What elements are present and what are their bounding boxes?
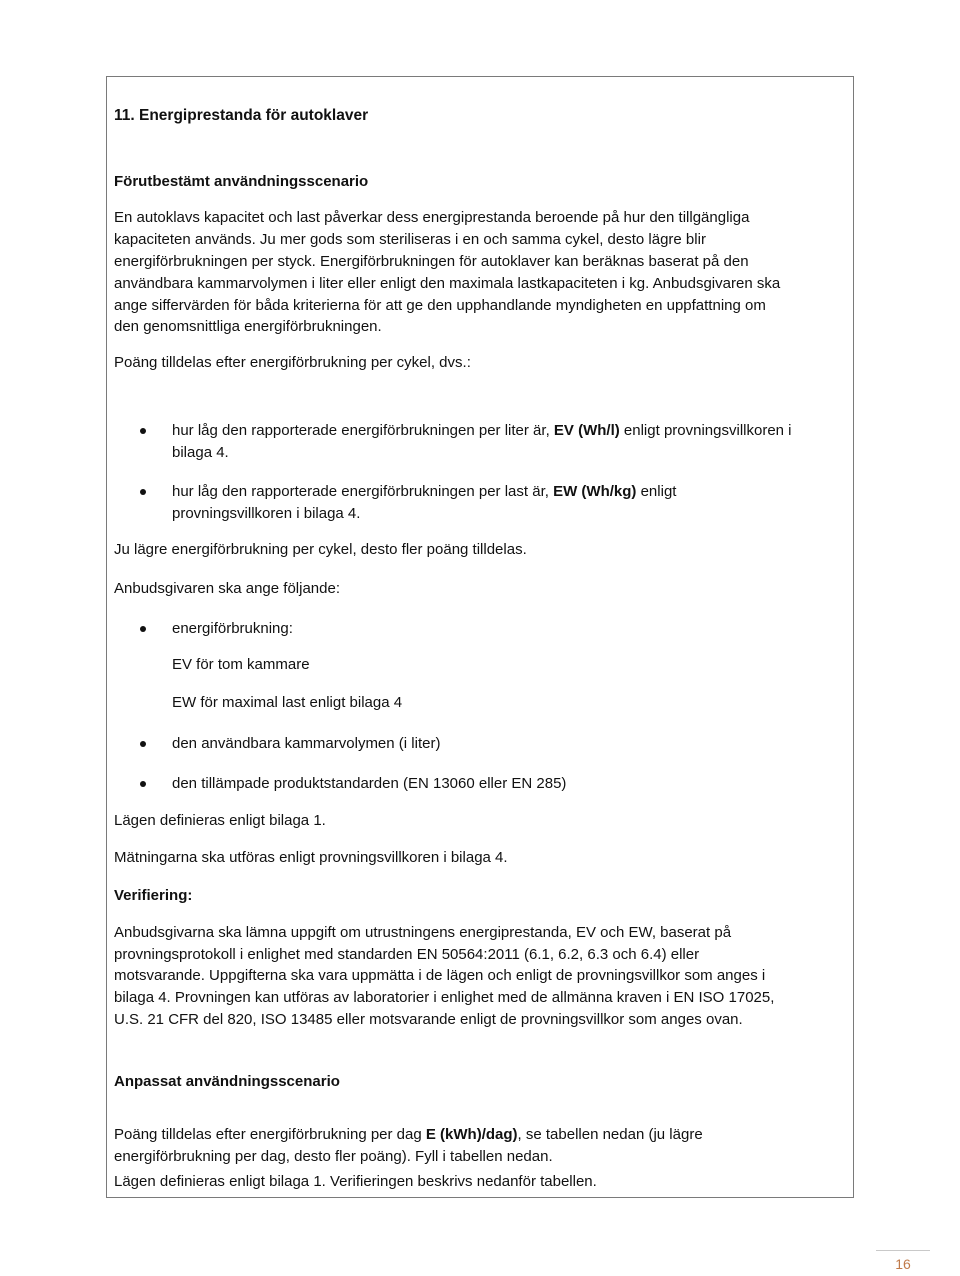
lower-better-text: Ju lägre energiförbrukning per cykel, desto fler poäng tilldelas. bbox=[114, 541, 527, 558]
bidder-intro: Anbudsgivaren ska ange följande: bbox=[114, 580, 340, 597]
bullet-icon bbox=[140, 626, 146, 632]
verification-line: bilaga 4. Provningen kan utföras av laboratorier i enlighet med de allmänna kraven i EN ISO 17025, bbox=[114, 989, 775, 1006]
paragraph-line: kapaciteten används. Ju mer gods som steriliseras i en och samma cykel, desto lägre blir bbox=[114, 231, 706, 248]
custom-line: Lägen definieras enligt bilaga 1. Verifieringen beskrivs nedanför tabellen. bbox=[114, 1173, 597, 1190]
bullet-item-ev: hur låg den rapporterade energiförbrukningen per liter är, EV (Wh/l) enligt provningsvillkoren i bbox=[172, 422, 792, 439]
custom-line: Poäng tilldelas efter energiförbrukning per dag E (kWh)/dag), se tabellen nedan (ju lägre bbox=[114, 1126, 703, 1143]
paragraph-line: användbara kammarvolymen i liter eller enligt den maximala lastkapaciteten i kg. Anbudsgivaren ska bbox=[114, 275, 781, 292]
verification-line: U.S. 21 CFR del 820, ISO 13485 eller motsvarande enligt de provningsvillkor som anges ovan. bbox=[114, 1011, 743, 1028]
paragraph-line: ange siffervärden för båda kriterierna för att ge den upphandlande myndigheten en uppfattning om bbox=[114, 297, 766, 314]
modes-text: Lägen definieras enligt bilaga 1. bbox=[114, 812, 326, 829]
paragraph-line: den genomsnittliga energiförbrukningen. bbox=[114, 318, 382, 335]
section-title: 11. Energiprestanda för autoklaver bbox=[114, 107, 369, 124]
verification-line: Anbudsgivarna ska lämna uppgift om utrustningens energiprestanda, EV och EW, baserat på bbox=[114, 924, 732, 941]
list-subitem-ew: EW för maximal last enligt bilaga 4 bbox=[172, 694, 403, 711]
bullet-item-ev-cont: bilaga 4. bbox=[172, 444, 229, 461]
bullet-icon bbox=[140, 781, 146, 787]
predefined-heading: Förutbestämt användningsscenario bbox=[114, 173, 369, 190]
measurements-text: Mätningarna ska utföras enligt provningsvillkoren i bilaga 4. bbox=[114, 849, 508, 866]
verification-heading: Verifiering: bbox=[114, 887, 193, 904]
page-number: 16 bbox=[876, 1250, 930, 1272]
verification-line: motsvarande. Uppgifterna ska vara uppmätta i de lägen och enligt de provningsvillkor som anges i bbox=[114, 967, 766, 984]
points-intro: Poäng tilldelas efter energiförbrukning per cykel, dvs.: bbox=[114, 354, 471, 371]
list-item-volume: den användbara kammarvolymen (i liter) bbox=[172, 735, 441, 752]
verification-line: provningsprotokoll i enlighet med standarden EN 50564:2011 (6.1, 6.2, 6.3 och 6.4) eller bbox=[114, 946, 700, 963]
bullet-icon bbox=[140, 428, 146, 434]
list-item-energy: energiförbrukning: bbox=[172, 620, 293, 637]
list-subitem-ev: EV för tom kammare bbox=[172, 656, 310, 673]
list-item-standard: den tillämpade produktstandarden (EN 13060 eller EN 285) bbox=[172, 775, 567, 792]
custom-heading: Anpassat användningsscenario bbox=[114, 1073, 340, 1090]
bullet-icon bbox=[140, 489, 146, 495]
custom-line: energiförbrukning per dag, desto fler poäng). Fyll i tabellen nedan. bbox=[114, 1148, 553, 1165]
bullet-item-ew-cont: provningsvillkoren i bilaga 4. bbox=[172, 505, 361, 522]
paragraph-line: energiförbrukningen per styck. Energiförbrukningen för autoklaver kan beräknas baserat på den bbox=[114, 253, 749, 270]
bullet-icon bbox=[140, 741, 146, 747]
bullet-item-ew: hur låg den rapporterade energiförbrukningen per last är, EW (Wh/kg) enligt bbox=[172, 483, 677, 500]
paragraph-line: En autoklavs kapacitet och last påverkar dess energiprestanda beroende på hur den tillgängliga bbox=[114, 209, 750, 226]
